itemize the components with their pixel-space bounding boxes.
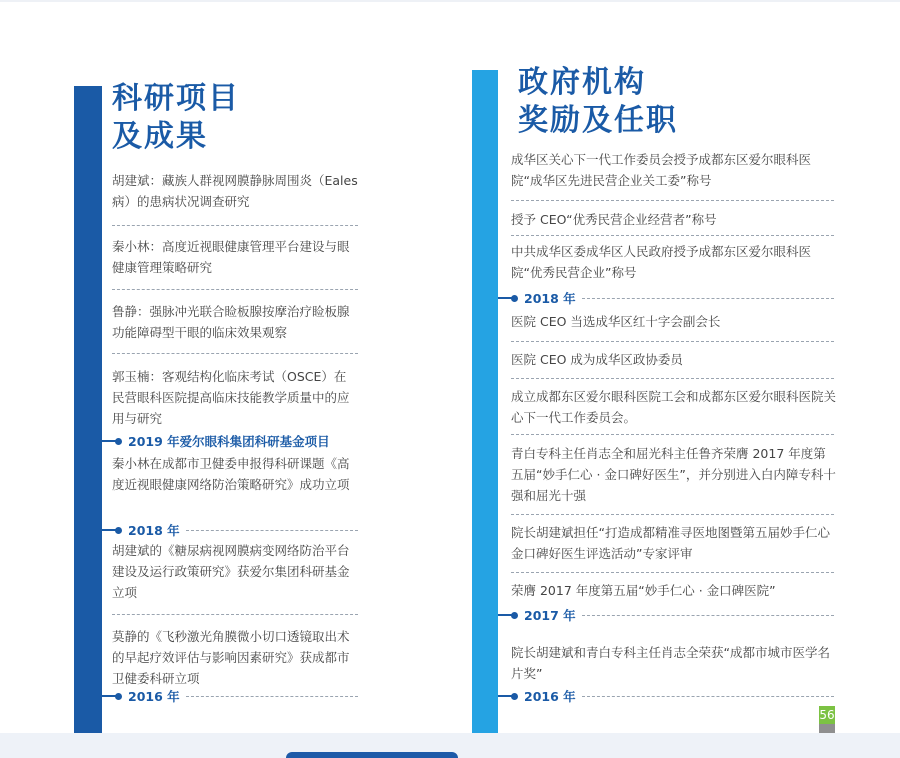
- year-marker-2017: [498, 607, 834, 623]
- research-entry: 莫静的《飞秒激光角膜微小切口透镜取出术的早起疗效评估与影响因素研究》获成都市卫健委科研立项: [112, 629, 350, 686]
- year-label: 2016 年: [524, 689, 576, 704]
- research-entry: 鲁静：强脉冲光联合睑板腺按摩治疗睑板腺功能障碍型干眼的临床效果观察: [112, 304, 350, 340]
- top-rule: [0, 0, 900, 2]
- divider: [511, 572, 834, 573]
- divider: [511, 434, 834, 435]
- divider: [112, 614, 358, 615]
- research-entry: 郭玉楠：客观结构化临床考试（OSCE）在民营眼科医院提高临床技能教学质量中的应用与研究: [112, 369, 350, 426]
- research-entry: 胡建斌的《糖尿病视网膜病变网络防治平台建设及运行政策研究》获爱尔集团科研基金立项: [112, 543, 350, 600]
- divider: [511, 235, 834, 236]
- year-label: 2017 年: [524, 608, 576, 623]
- divider: [511, 378, 834, 379]
- divider: [112, 289, 358, 290]
- research-section-title: [112, 80, 240, 156]
- year-label: 2018 年: [128, 523, 180, 538]
- page-number-base: [819, 724, 835, 733]
- awards-section-title: [518, 64, 678, 140]
- timeline-dot: [115, 438, 122, 445]
- award-entry: 授予 CEO“优秀民营企业经营者”称号: [511, 212, 717, 227]
- awards-title-line-2: 奖励及任职: [518, 103, 678, 138]
- award-entry: 成华区关心下一代工作委员会授予成都东区爱尔眼科医院“成华区先进民营企业关工委”称号: [511, 152, 812, 188]
- award-entry: 医院 CEO 成为成华区政协委员: [511, 352, 683, 367]
- award-entry: 院长胡建斌和青白专科主任肖志全荣获“成都市城市医学名片奖”: [511, 645, 830, 681]
- divider: [511, 341, 834, 342]
- year-marker-2016: [498, 688, 834, 704]
- left-accent-bar: [74, 86, 102, 733]
- award-entry: 医院 CEO 当选成华区红十字会副会长: [511, 314, 721, 329]
- timeline-dot: [115, 527, 122, 534]
- award-entry: 青白专科主任肖志全和屈光科主任鲁齐荣膺 2017 年度第五届“妙手仁心 · 金口碑好医生”，并分别进入白内障专科十强和屈光十强: [511, 446, 836, 503]
- year-label: 2019 年爱尔眼科集团科研基金项目: [128, 434, 330, 449]
- timeline-dot: [511, 693, 518, 700]
- timeline-dot: [511, 612, 518, 619]
- award-entry: 荣膺 2017 年度第五届“妙手仁心 · 金口碑医院”: [511, 583, 776, 598]
- divider: [112, 225, 358, 226]
- page-number: 56: [819, 708, 835, 722]
- awards-title-line-1: 政府机构: [518, 65, 646, 100]
- right-accent-bar: [472, 70, 498, 733]
- award-entry: 院长胡建斌担任“打造成都精准寻医地图暨第五届妙手仁心 金口碑好医生评选活动”专家评审: [511, 525, 830, 561]
- research-title-line-1: 科研项目: [112, 81, 240, 116]
- divider: [112, 353, 358, 354]
- page-number-badge: [819, 706, 835, 733]
- research-entry: 胡建斌：藏族人群视网膜静脉周围炎（Eales 病）的患病状况调查研究: [112, 173, 358, 209]
- timeline-dot: [511, 295, 518, 302]
- research-entry: 秦小林在成都市卫健委申报得科研课题《高度近视眼健康网络防治策略研究》成功立项: [112, 456, 350, 492]
- year-marker-2016: [102, 688, 358, 704]
- research-title-line-2: 及成果: [112, 119, 208, 154]
- divider: [511, 200, 834, 201]
- year-marker-2018: [102, 522, 358, 538]
- award-entry: 成立成都东区爱尔眼科医院工会和成都东区爱尔眼科医院关心下一代工作委员会。: [511, 389, 837, 425]
- year-marker-2018: [498, 290, 834, 306]
- year-marker-2019: [102, 433, 358, 449]
- year-label: 2016 年: [128, 689, 180, 704]
- divider: [511, 514, 834, 515]
- timeline-dot: [115, 693, 122, 700]
- year-label: 2018 年: [524, 291, 576, 306]
- research-entry: 秦小林：高度近视眼健康管理平台建设与眼健康管理策略研究: [112, 239, 350, 275]
- bottom-tab: [286, 752, 458, 758]
- award-entry: 中共成华区委成华区人民政府授予成都东区爱尔眼科医院“优秀民营企业”称号: [511, 244, 812, 280]
